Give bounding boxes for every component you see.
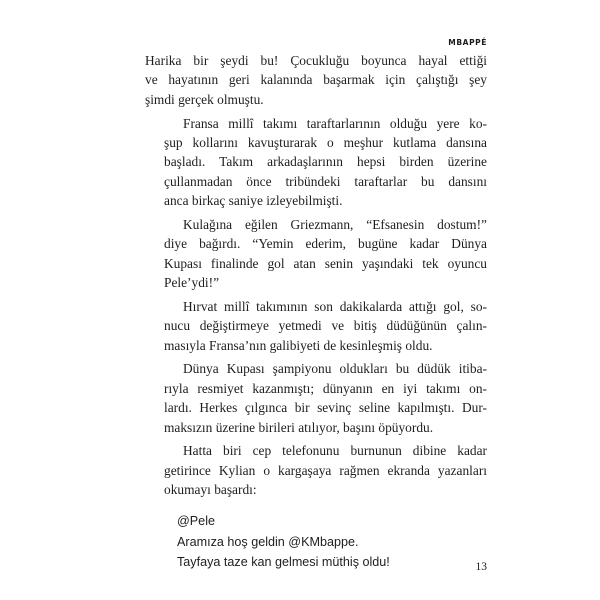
text-line: masıyla Fransa’nın galibiyeti de kesinleşmiş oldu. (164, 337, 433, 353)
text-line: maksızın üzerine birileri atılıyor, başını öpüyordu. (164, 419, 434, 435)
text-line: ve hayatının geri kalanında başarmak için çalıştığı şey (145, 72, 487, 88)
text-line: rıyla resmiyet kazanmıştı; dünyanın en iyi takımı on- (164, 380, 487, 396)
tweet-line: Aramıza hoş geldin @KMbappe. (177, 534, 359, 549)
paragraph-4 (145, 297, 487, 355)
text-line: Hatta biri cep telefonunu burnunun dibine kadar (183, 443, 487, 459)
paragraph-6 (145, 441, 487, 499)
paragraph-1 (145, 51, 487, 109)
paragraph-3 (145, 215, 487, 293)
text-line: çullanmadan önce tribündeki taraftarlar bu dansını (164, 173, 487, 189)
text-line: Kupası finalinde gol atan senin yaşındaki tek oyuncu (164, 255, 487, 271)
text-line: şup kollarını kavuşturarak o meşhur kutlama dansına (164, 134, 487, 150)
text-line: Dünya Kupası şampiyonu oldukları bu düdük itiba- (183, 361, 487, 377)
text-line: diye bağırdı. “Yemin ederim, bugüne kadar Dünya (164, 236, 487, 252)
text-line: Hırvat millî takımının son dakikalarda attığı gol, so- (183, 298, 487, 314)
page-number: 13 (475, 561, 487, 573)
paragraph-2 (145, 114, 487, 211)
text-line: Harika bir şeydi bu! Çocukluğu boyunca hayal ettiği (145, 53, 487, 68)
running-head: MBAPPÉ (448, 38, 487, 47)
text-line: nucu değiştirmeye yetmedi ve bitiş düdüğünün çalın- (164, 318, 487, 334)
body-text (145, 51, 487, 504)
text-line: lardı. Herkes çılgınca bir sevinç seline kapılmıştı. Dur- (164, 400, 487, 416)
tweet-line: Tayfaya taze kan gelmesi müthiş oldu! (177, 555, 390, 570)
tweet-handle: @Pele (177, 514, 215, 528)
text-line: şimdi gerçek olmuştu. (145, 91, 264, 107)
text-line: okumayı başardı: (164, 482, 257, 498)
tweet-message (177, 511, 390, 573)
text-line: Kulağına eğilen Griezmann, “Efsanesin dostum!” (183, 216, 487, 232)
text-line: başladı. Takım arkadaşlarının hepsi birden üzerine (164, 154, 487, 170)
text-line: anca birkaç saniye izleyebilmişti. (164, 193, 343, 209)
paragraph-5 (145, 359, 487, 437)
text-line: Fransa millî takımı taraftarlarının olduğu yere ko- (183, 115, 487, 131)
text-line: getirince Kylian o kargaşaya rağmen ekranda yazanları (164, 462, 487, 478)
text-line: Pele’ydi!” (164, 275, 220, 291)
